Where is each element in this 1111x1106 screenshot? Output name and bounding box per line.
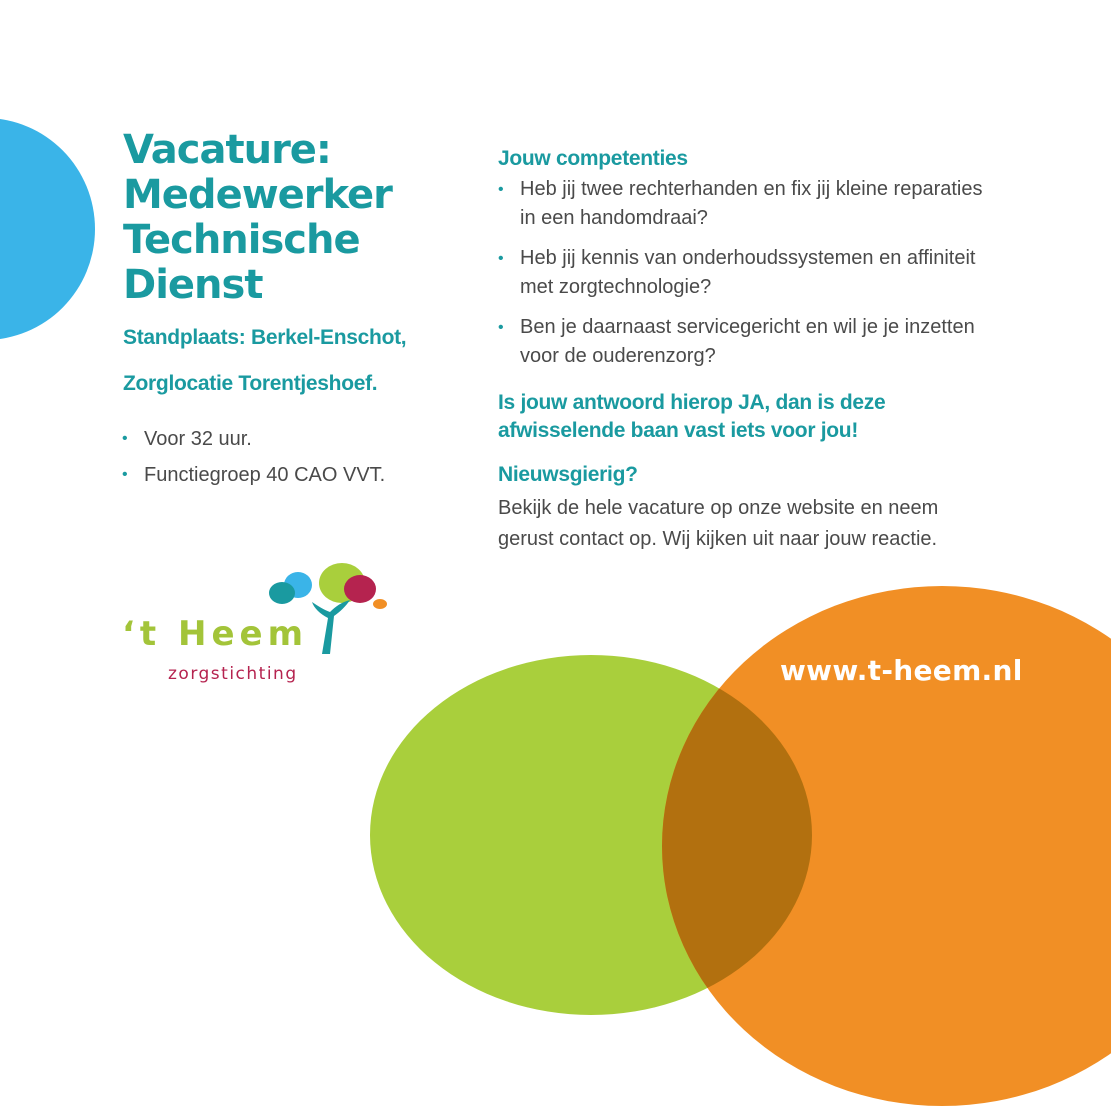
location-line-1: Standplaats: Berkel-Enschot, (123, 326, 407, 349)
vacancy-title: Vacature: Medewerker Technische Dienst (123, 127, 392, 308)
list-item: • Voor 32 uur. (122, 428, 252, 450)
logo-name: ‘t Heem (122, 614, 309, 654)
blue-decorative-circle (0, 118, 95, 340)
location-line-2: Zorglocatie Torentjeshoef. (123, 372, 378, 395)
curious-text: Bekijk de hele vacature op onze website en neem gerust contact op. Wij kijken uit naar jouw reactie. (498, 497, 939, 550)
logo-subtitle: zorgstichting (168, 664, 298, 684)
list-item: • Functiegroep 40 CAO VVT. (122, 464, 386, 486)
details-list (122, 421, 385, 493)
list-item: • Heb jij kennis van onderhoudssystemen en affiniteit met zorgtechnologie? (498, 247, 976, 298)
list-item: • Heb jij twee rechterhanden en fix jij kleine reparaties in een handomdraai? (498, 178, 983, 229)
competencies-heading: Jouw competenties (498, 147, 688, 170)
logo (122, 556, 402, 686)
curious-heading: Nieuwsgierig? (498, 463, 638, 486)
website-link[interactable]: www.t-heem.nl (780, 654, 1023, 687)
competencies-list (498, 175, 998, 382)
call-to-action: Is jouw antwoord hierop JA, dan is deze afwisselende baan vast iets voor jou! (498, 391, 886, 442)
list-item: • Ben je daarnaast servicegericht en wil je je inzetten voor de ouderenzorg? (498, 316, 975, 367)
